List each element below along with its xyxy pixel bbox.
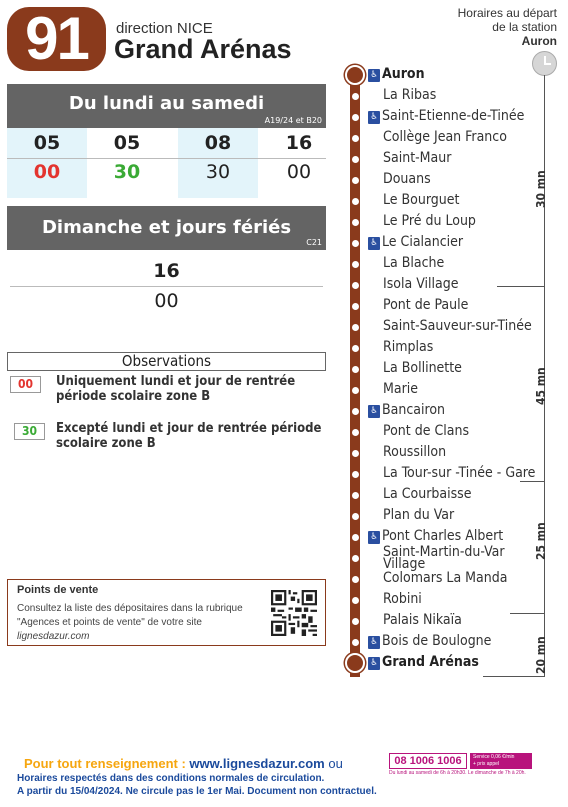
pv-line: Consultez la liste des dépositaires dans la rubrique: [17, 603, 243, 614]
stop-name: Saint-Maur: [383, 150, 452, 166]
wheelchair-icon: ♿: [368, 111, 380, 124]
stop-marker: [352, 471, 359, 478]
qr-code-icon: [271, 590, 317, 636]
stop-name: Rimplas: [383, 339, 434, 355]
stop-11: [383, 297, 468, 313]
points-of-sale-title: Points de vente: [17, 584, 99, 596]
stop-name: Marie: [383, 381, 419, 397]
observation-line: Excepté lundi et jour de rentrée période: [56, 421, 322, 436]
service-price-badge: [470, 753, 532, 769]
stop-28: [368, 654, 479, 670]
stop-0: [368, 66, 425, 82]
observation-badge: 00: [10, 376, 41, 393]
observation-line: Uniquement lundi et jour de rentrée: [56, 374, 296, 389]
stop-name: Pont Charles Albert: [382, 528, 504, 544]
line-number-badge: 91: [7, 7, 106, 71]
stop-25: [383, 591, 422, 607]
points-of-sale-box: [7, 579, 326, 646]
stop-2: [368, 108, 524, 124]
stop-8: [368, 234, 463, 250]
stop-14: [383, 360, 462, 376]
stop-name: Le Bourguet: [383, 192, 460, 208]
destination-title: Grand Arénas: [114, 34, 292, 64]
departure-minute: 00: [286, 161, 312, 183]
timetable-title-1: Horaires au départ: [457, 6, 557, 20]
stop-17: [383, 423, 469, 439]
stop-4: [383, 150, 451, 166]
direction-label: direction NICE: [116, 20, 213, 37]
stop-name: La Blache: [383, 255, 445, 271]
points-of-sale-text: [17, 602, 272, 644]
terminus-marker: [345, 65, 365, 85]
stop-marker: [352, 618, 359, 625]
stop-marker: [352, 345, 359, 352]
timetable-origin: [458, 6, 557, 48]
stop-name: Pont de Paule: [383, 297, 469, 313]
stop-marker: [352, 492, 359, 499]
stop-name: Robini: [383, 591, 422, 607]
observation-line: période scolaire zone B: [56, 389, 211, 404]
sunday-title: Dimanche et jours fériés: [41, 217, 292, 238]
stop-marker: [352, 219, 359, 226]
phone-hours: Du lundi au samedi de 6h à 20h30. Le dimanche de 7h à 20h.: [389, 770, 526, 776]
bracket-tick: [510, 613, 545, 614]
departure-minute: 30: [113, 161, 141, 183]
stop-27: [368, 633, 491, 649]
stop-16: [368, 402, 445, 418]
stop-name: Saint-Sauveur-sur-Tinée: [383, 318, 532, 334]
stop-10: [383, 276, 458, 292]
or-text: ou: [324, 756, 343, 771]
stop-marker: [352, 93, 359, 100]
stop-marker: [352, 177, 359, 184]
departure-hour: 05: [33, 132, 61, 154]
stop-marker: [352, 324, 359, 331]
stop-name: Isola Village: [383, 276, 459, 292]
observation-text: [56, 374, 295, 404]
duration-label: 45 mn: [534, 367, 548, 405]
departure-column: [7, 128, 87, 198]
wheelchair-icon: ♿: [368, 237, 380, 250]
stop-marker: [352, 597, 359, 604]
stop-marker: [352, 513, 359, 520]
clock-icon: [532, 51, 557, 76]
stop-24: [383, 570, 507, 586]
stop-marker: [352, 198, 359, 205]
stop-name: La Tour-sur -Tinée - Gare: [383, 465, 536, 481]
stop-marker: [352, 114, 359, 121]
weekday-title: Du lundi au samedi: [68, 93, 265, 114]
stop-name: Roussillon: [383, 444, 447, 460]
observations-title: Observations: [7, 352, 326, 371]
stop-26: [383, 612, 462, 628]
duration-label: 20 mn: [534, 636, 548, 674]
observation-line: scolaire zone B: [56, 436, 156, 451]
route-line: [350, 72, 360, 677]
stop-marker: [352, 282, 359, 289]
stop-23: [383, 546, 505, 570]
departure-hour: 16: [285, 132, 313, 154]
sunday-code: C21: [306, 238, 322, 247]
stop-19: [383, 465, 535, 481]
sunday-hour: 16: [153, 260, 180, 282]
departure-minute: 30: [205, 161, 231, 183]
departure-column: [178, 128, 258, 198]
service-extra: + prix appel: [473, 761, 499, 767]
stop-marker: [352, 156, 359, 163]
stop-5: [383, 171, 431, 187]
stop-marker: [352, 576, 359, 583]
stop-18: [383, 444, 446, 460]
stop-name: La Bollinette: [383, 360, 462, 376]
duration-label: 25 mn: [534, 522, 548, 560]
wheelchair-icon: ♿: [368, 657, 380, 670]
site-link[interactable]: lignesdazur.com: [17, 631, 90, 642]
stop-marker: [352, 555, 359, 562]
stop-marker: [352, 534, 359, 541]
website-link[interactable]: www.lignesdazur.com: [189, 756, 325, 771]
stop-marker: [352, 639, 359, 646]
stop-name: Bancairon: [382, 402, 446, 418]
stop-name: Le Pré du Loup: [383, 213, 476, 229]
weekday-codes: A19/24 et B20: [264, 116, 322, 125]
pv-line: [17, 616, 272, 644]
stop-marker: [352, 429, 359, 436]
stop-marker: [352, 303, 359, 310]
departure-hour: 08: [204, 132, 232, 154]
stop-name: La Courbaisse: [383, 486, 472, 502]
divider: [7, 158, 326, 159]
stop-3: [383, 129, 507, 145]
stop-name: Colomars La Manda: [383, 570, 508, 586]
stop-name: Palais Nikaïa: [383, 612, 462, 628]
stop-name-line2: Village: [383, 556, 426, 572]
stop-name: Douans: [383, 171, 431, 187]
observation-text: [56, 421, 321, 451]
stop-marker: [352, 366, 359, 373]
departure-column: [259, 128, 339, 198]
stop-name: Collège Jean Franco: [383, 129, 507, 145]
stop-22: [368, 528, 503, 544]
bracket-tick: [520, 481, 545, 482]
stop-name: Le Cialancier: [382, 234, 464, 250]
weekday-header: [7, 84, 326, 128]
info-line: [24, 756, 343, 771]
service-price: Service 0,06 €/min: [473, 754, 515, 760]
stop-name: Pont de Clans: [383, 423, 470, 439]
stop-name: La Ribas: [383, 87, 437, 103]
observation-badge: 30: [14, 423, 45, 440]
validity-note: A partir du 15/04/2024. Ne circule pas le 1er Mai. Document non contractuel.: [17, 786, 377, 797]
divider: [10, 286, 323, 287]
phone-number: 08 1006 1006: [389, 753, 467, 769]
stop-15: [383, 381, 418, 397]
stop-6: [383, 192, 459, 208]
wheelchair-icon: ♿: [368, 636, 380, 649]
stop-1: [383, 87, 436, 103]
departure-column: [87, 128, 167, 198]
stop-name: Saint-Martin-du-Var: [383, 544, 505, 560]
departure-hour: 05: [113, 132, 141, 154]
info-label: Pour tout renseignement :: [24, 756, 190, 771]
bracket-tick: [483, 676, 545, 677]
stop-13: [383, 339, 433, 355]
stop-20: [383, 486, 471, 502]
stop-marker: [352, 408, 359, 415]
stop-marker: [352, 261, 359, 268]
stop-name: Grand Arénas: [382, 654, 479, 670]
terminus-marker: [345, 653, 365, 673]
stop-12: [383, 318, 532, 334]
conditions-note: Horaires respectés dans des conditions normales de circulation.: [17, 773, 325, 784]
stop-marker: [352, 240, 359, 247]
stop-name: Bois de Boulogne: [382, 633, 492, 649]
wheelchair-icon: ♿: [368, 69, 380, 82]
wheelchair-icon: ♿: [368, 531, 380, 544]
stop-marker: [352, 135, 359, 142]
duration-label: 30 mn: [534, 170, 548, 208]
origin-station: Auron: [521, 34, 557, 48]
stop-marker: [352, 450, 359, 457]
stop-name: Saint-Etienne-de-Tinée: [382, 108, 525, 124]
pv-line-text: "Agences et points de vente" de votre site: [17, 617, 202, 628]
stop-7: [383, 213, 476, 229]
stop-name: Plan du Var: [383, 507, 455, 523]
timetable-title-2: de la station: [492, 20, 557, 34]
stop-21: [383, 507, 454, 523]
stop-9: [383, 255, 444, 271]
bracket-tick: [497, 286, 545, 287]
stop-name: Auron: [382, 66, 425, 82]
stop-marker: [352, 387, 359, 394]
sunday-minute: 00: [154, 290, 179, 312]
wheelchair-icon: ♿: [368, 405, 380, 418]
departure-minute: 00: [33, 161, 61, 183]
sunday-header: [7, 206, 326, 250]
